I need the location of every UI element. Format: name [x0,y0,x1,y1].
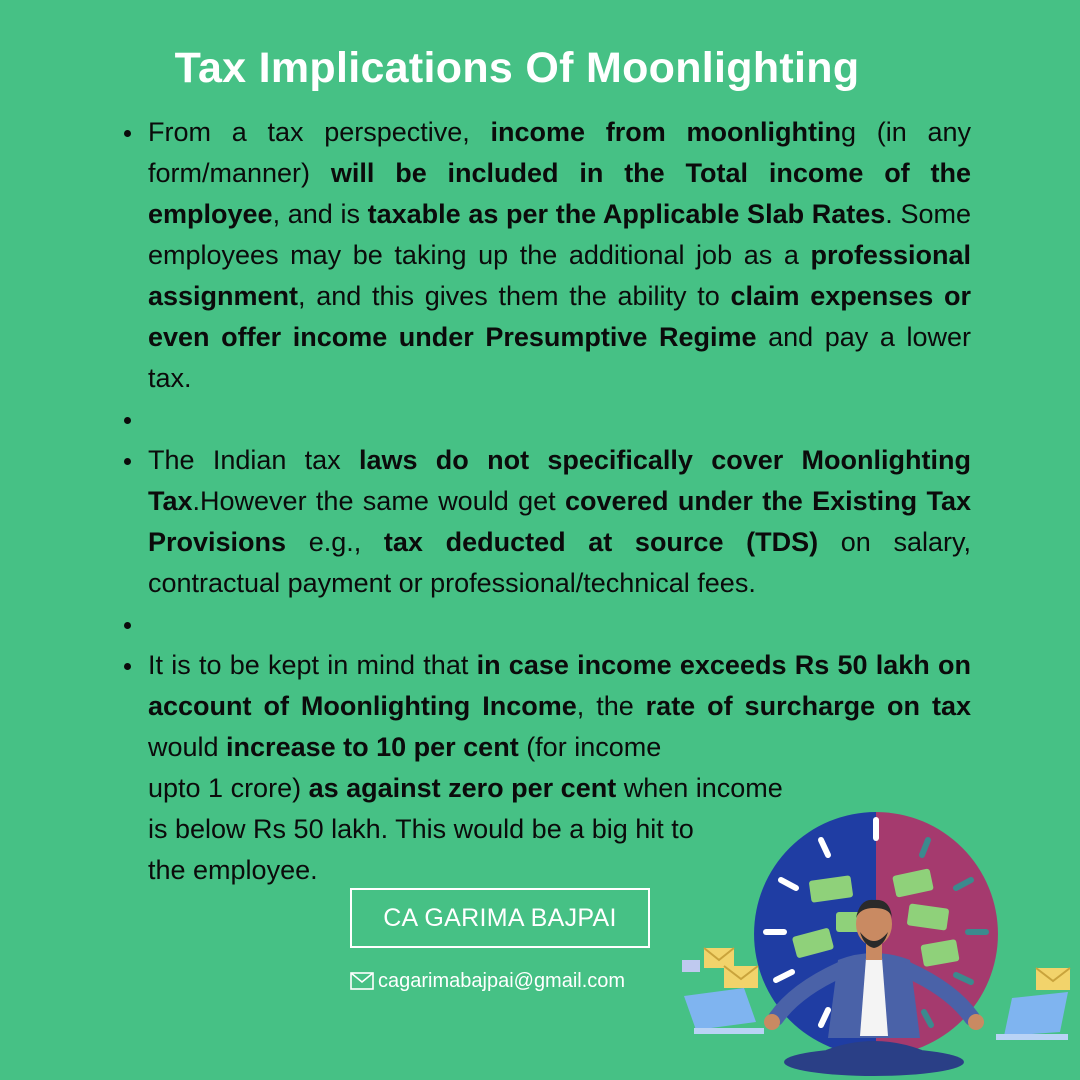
email-address: cagarimabajpai@gmail.com [378,969,626,992]
bold-text: claim expenses or even offer income under Presumptive Regime [148,281,971,352]
bullet-list [148,112,971,768]
author-signature-box [350,888,650,948]
bold-text: in case income exceeds Rs 50 lakh on account of Moonlighting Income [148,650,971,721]
tail-text: upto 1 crore) [148,773,309,803]
bullet-item-3 [148,645,971,768]
text: It is to be kept in mind that [148,650,477,680]
bold-text: covered under the Existing Tax Provisions [148,486,972,557]
text: , the [576,691,646,721]
bold-text: laws do not specifically cover Moonlighting Tax [148,445,971,516]
email-contact[interactable] [350,968,625,994]
tail-line-2: is below Rs 50 lakh. This would be a big hit to [148,814,694,844]
bullet-item-1 [148,112,971,399]
meditating-man-clock-illustration [676,800,1080,1080]
text: (for income [518,732,662,762]
bold-text: tax deducted at source (TDS) [383,527,819,557]
tail-line-3: the employee. [148,855,318,885]
bold-text: taxable as per the Applicable Slab Rates [367,199,886,229]
bullet-text [148,440,971,604]
author-name: CA GARIMA BAJPAI [383,903,617,932]
text: would [148,732,227,762]
text: . Some employees may be taking up the additional job as a [148,199,971,270]
bullet-item-2 [148,440,971,604]
text: e.g., [286,527,384,557]
tail-text: when income [616,773,783,803]
bold-text: rate of surcharge on tax [645,691,971,721]
text: , and is [272,199,368,229]
page-title: Tax Implications Of Moonlighting [174,44,860,92]
tail-bold-text: as against zero per cent [308,773,617,803]
bullet-text [148,112,971,399]
text: on salary, contractual payment or professional/technical fees. [148,527,971,598]
spacer [148,604,971,645]
bold-text: increase to 10 per cent [226,732,519,762]
bullet-text [148,645,971,768]
text: and pay a lower tax. [148,322,971,393]
bold-text: professional assignment [148,240,971,311]
text: .However the same would get [192,486,565,516]
bold-text: income from moonlightin [490,117,841,147]
text: The Indian tax [148,445,359,475]
text: g (in any form/manner) [148,117,971,188]
text: From a tax perspective, [148,117,491,147]
bold-text: will be included in the Total income of the employee [148,158,971,229]
text: , and this gives them the ability to [298,281,731,311]
spacer [148,399,971,440]
envelope-icon [350,972,374,990]
